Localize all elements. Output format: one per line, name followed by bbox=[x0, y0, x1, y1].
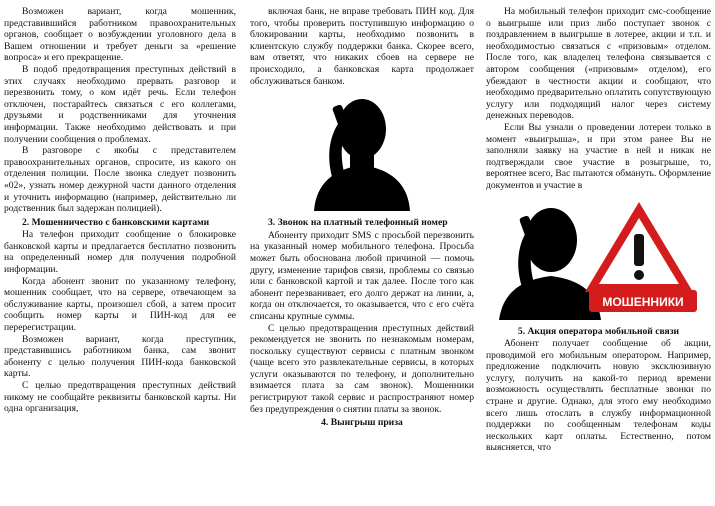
section-heading-prize: 4. Выигрыш приза bbox=[321, 417, 403, 429]
paragraph: Возможен вариант, когда мошенник, представившийся работником правоохранительных органов, сообщает о возбуждении уголовного дела в Вашем отношении и требует деньги за «решение вопроса» и его прекращение. bbox=[4, 6, 236, 64]
column-2 bbox=[250, 6, 474, 430]
section-heading-operator-promo: 5. Акция оператора мобильной связи bbox=[517, 325, 680, 337]
fraud-sign-text: МОШЕННИКИ bbox=[601, 294, 684, 309]
paragraph: На телефон приходит сообщение о блокировке банковской карты и предлагается бесплатно позвонить на определенный номер для получения подробной информации. bbox=[4, 229, 236, 276]
paragraph: В подоб предотвращения преступных действий в этих случаях необходимо прервать разговор и перезвонить тому, о ком идёт речь. Если телефон отключен, постарайтесь связаться с его коллегами, друзьями и родственниками для уточнения информации. Также необходимо действовать и при получении сообщения о проблемах. bbox=[4, 63, 236, 145]
paragraph: На мобильный телефон приходит смс-сообщение о выигрыше или приз либо поступает звонок с поздравлением в выигрыше в лотерее, акции и т.п. и необходимостью связаться с «призовым» отделом. После того, как владелец телефона связывается с автором сообщения («призовым» отделом), его убеждают в честности акции и сообщают, что необходимо предварительно оплатить сопутствующую услугу или подходящий налог через систему денежных переводов. bbox=[486, 6, 711, 122]
section-heading-bank-cards: 2. Мошенничество с банковскими картами bbox=[22, 216, 210, 228]
paragraph: Абонент получает сообщение об акции, проводимой его мобильным оператором. Например, предложение подключить новую эксклюзивную услугу, получить на какой-то период времени возможность осуществлять бесплатные звонки по стране и другие. Однако, для этого ему необходимо всего лишь отослать в службу информационной поддержки по сообщенным телефонам коды нескольких карт оплаты. Естественно, потом выясняется, что bbox=[486, 338, 711, 454]
column-1 bbox=[4, 6, 236, 415]
paragraph: включая банк, не вправе требовать ПИН код. Для того, чтобы проверить поступившую информацию о блокировании карты, необходимо позвонить в клиентскую службу поддержки банка. Скорее всего, вам ответят, что никаких сбоев на сервере не происходило, а банковская карта продолжает обслуживаться банком. bbox=[250, 6, 474, 87]
paragraph: Когда абонент звонит по указанному телефону, мошенник сообщает, что на сервере, отвечающем за обслуживание карты, произошел сбой, а затем просит сообщить номер карты и ПИН-код для ее перерегистрации. bbox=[4, 275, 236, 334]
section-heading-paid-number: 3. Звонок на платный телефонный номер bbox=[268, 217, 448, 229]
paragraph: Абоненту приходит SMS с просьбой перезвонить на указанный номер мобильного телефона. Просьба может быть обоснована любой причиной — помочь другу, изменение тарифов связи, проблемы со связью или с банковской картой и так далее. После того как абонент перезванивает, его долго держат на линии, а, когда он отключается, то оказывается, что с его счёта списаны крупные суммы. bbox=[250, 229, 474, 322]
fraud-warning-image bbox=[489, 196, 709, 320]
paragraph: Если Вы узнали о проведении лотереи только в момент «выигрыша», и при этом ранее Вы не заполняли заявку на участие в ней и никак не подтверждали свое участие в розыгрыше, то, вероятнее всего, Вас пытаются обмануть. Оформление документов и участие в bbox=[486, 121, 711, 191]
column-3 bbox=[486, 6, 711, 454]
paragraph: Возможен вариант, когда преступник, представившись работником банка, сам звонит абоненту с целью получения ПИН-кода банковской карты. bbox=[4, 333, 236, 380]
paragraph: В разговоре с якобы с представителем правоохранительных органов, спросите, из какого он отделения полиции. После звонка следует позвонить «02», узнать номер дежурной части данного отделения и уточнить информацию (например, действительно ли родственник был задержан полицией). bbox=[4, 145, 236, 215]
paragraph: С целью предотвращения преступных действий никому не сообщайте реквизиты банковской карты. Ни одна организация, bbox=[4, 380, 236, 415]
phone-caller-silhouette-image bbox=[306, 91, 418, 211]
paragraph: С целью предотвращения преступных действий рекомендуется не звонить по незнакомым номерам, поскольку существуют сервисы с платным звонком (чаще всего это развлекательные сервисы, в которых услуги оказываются по телефону, и дополнительно взимается плата за сам звонок). Мошенники регистрируют такой сервис и распространяют номер без предупреждения о снятии платы за звонок. bbox=[250, 322, 474, 415]
